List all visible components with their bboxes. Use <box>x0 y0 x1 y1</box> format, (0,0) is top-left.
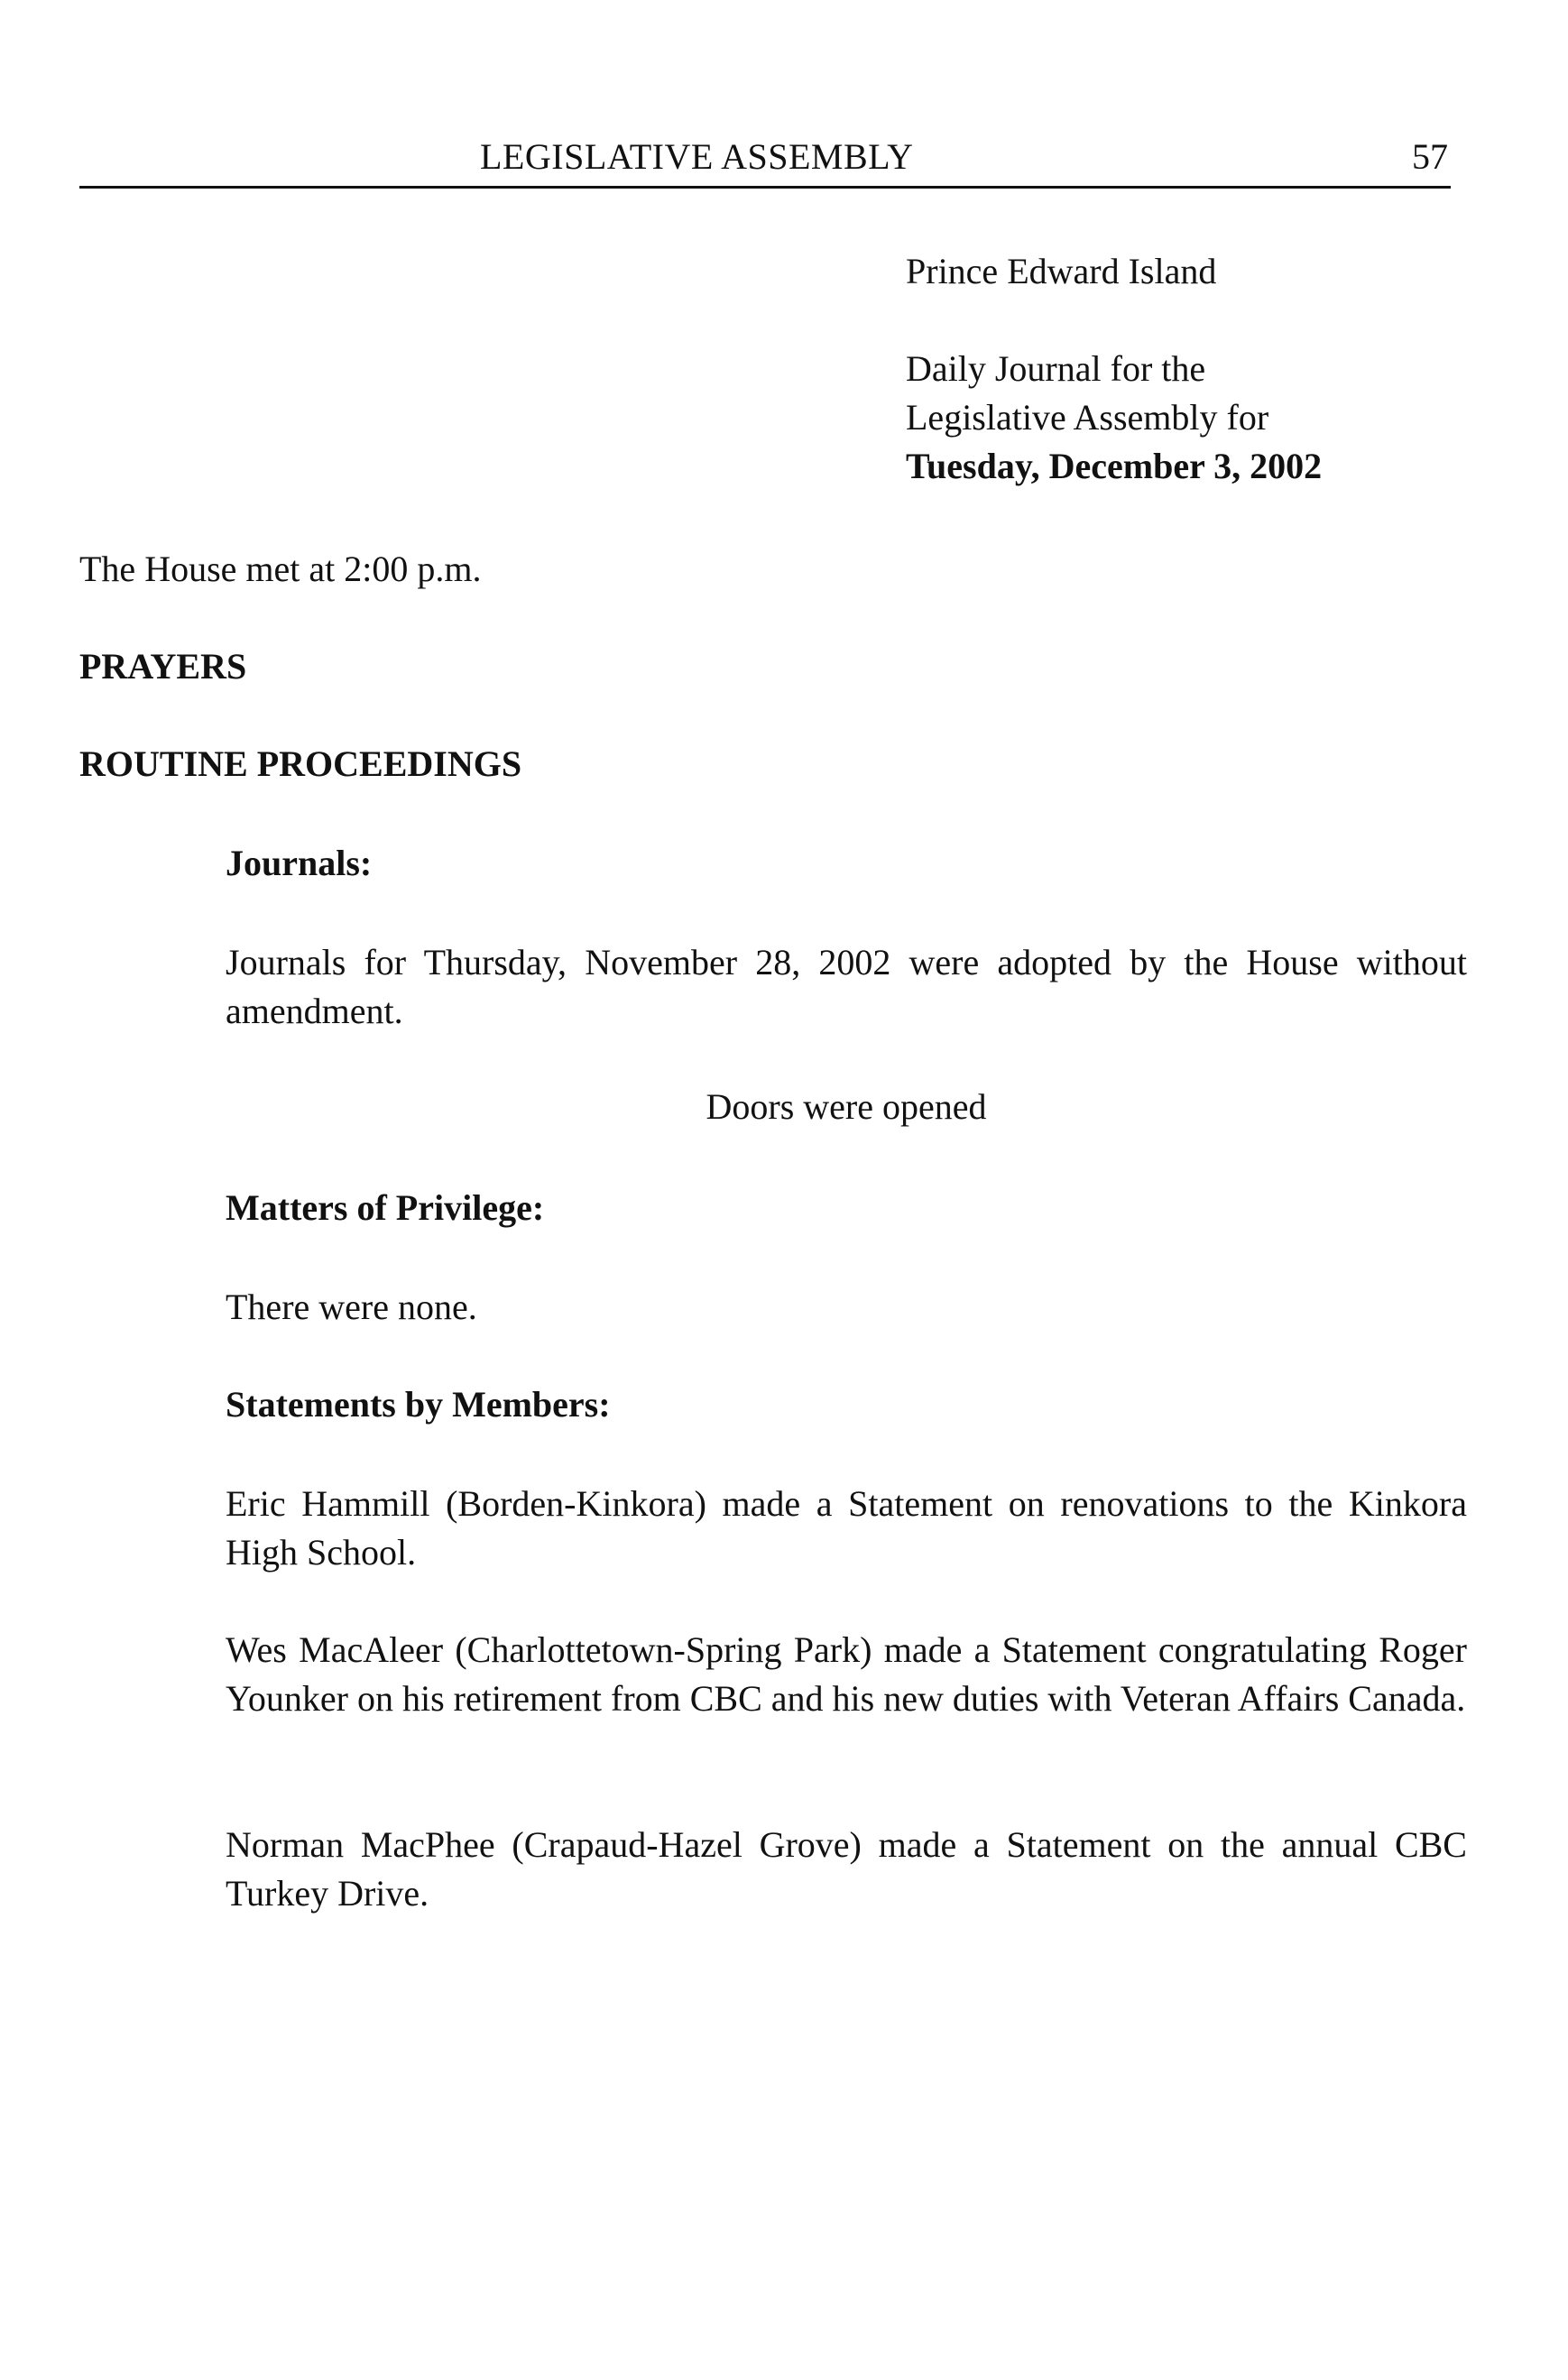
statements-heading: Statements by Members: <box>226 1384 611 1425</box>
journals-paragraph: Journals for Thursday, November 28, 2002 were adopted by the House without amendment. <box>226 942 1467 1031</box>
header-rule <box>79 186 1451 189</box>
house-met-text: The House met at 2:00 p.m. <box>79 549 482 589</box>
journal-title-line-1: Daily Journal for the <box>906 348 1206 389</box>
journals-heading: Journals: <box>226 843 373 883</box>
prayers-heading: PRAYERS <box>79 646 247 687</box>
province-name: Prince Edward Island <box>906 251 1217 291</box>
journal-title-line-2: Legislative Assembly for <box>906 397 1269 438</box>
page-number: 57 <box>1412 136 1448 177</box>
statement-paragraph: Eric Hammill (Borden-Kinkora) made a Statement on renovations to the Kinkora High School. <box>226 1483 1467 1573</box>
privilege-heading: Matters of Privilege: <box>226 1187 545 1228</box>
statement-paragraph: Norman MacPhee (Crapaud-Hazel Grove) made a Statement on the annual CBC Turkey Drive. <box>226 1824 1467 1914</box>
statement-paragraph: Wes MacAleer (Charlottetown-Spring Park) made a Statement congratulating Roger Younker on his retirement from CBC and his new duties with Veteran Affairs Canada. <box>226 1629 1467 1719</box>
doors-opened-text: Doors were opened <box>706 1086 987 1127</box>
routine-proceedings-heading: ROUTINE PROCEEDINGS <box>79 743 522 784</box>
journal-date: Tuesday, December 3, 2002 <box>906 446 1323 486</box>
running-header: LEGISLATIVE ASSEMBLY <box>480 136 914 177</box>
journal-title <box>906 345 1268 442</box>
privilege-text: There were none. <box>226 1287 477 1327</box>
